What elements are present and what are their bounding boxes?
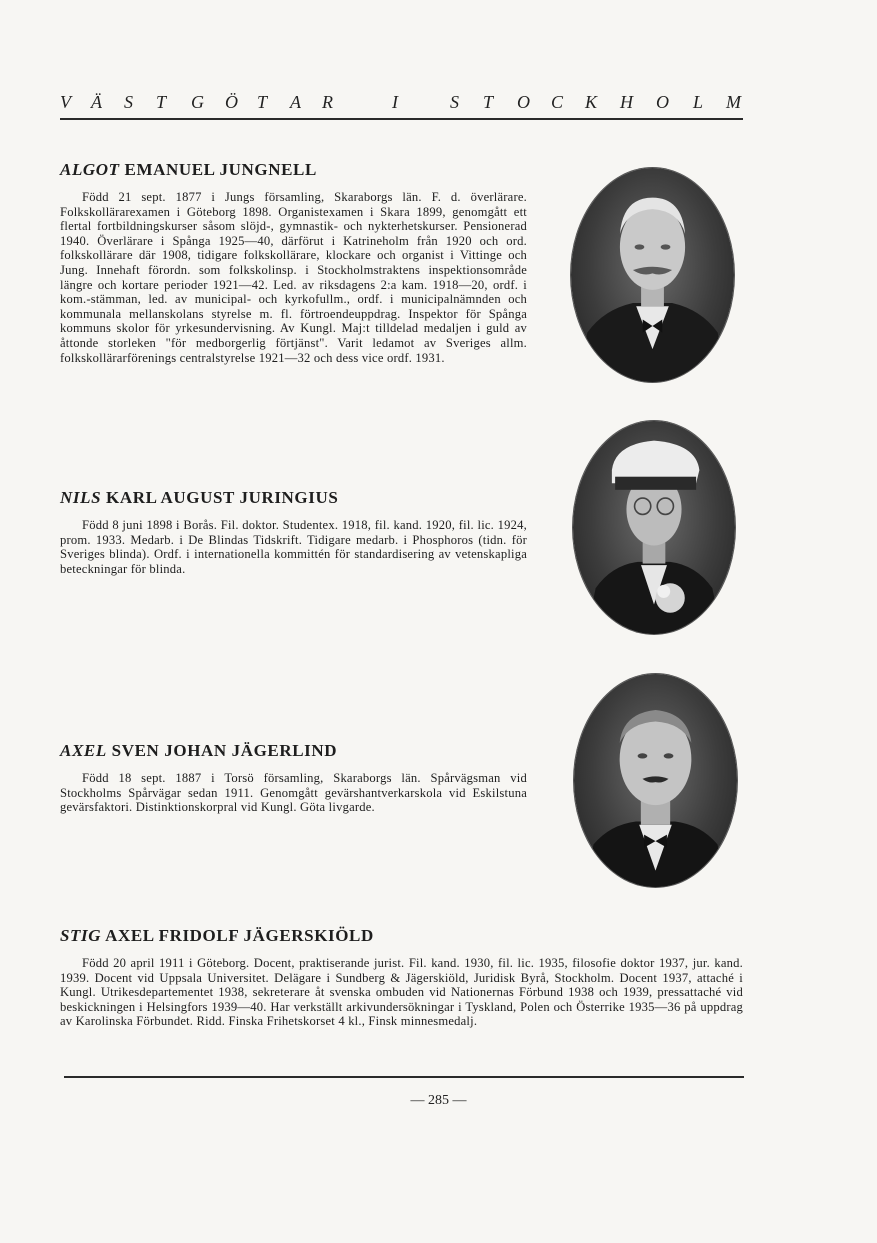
running-head-letter: A	[290, 92, 301, 112]
running-head-word: I	[392, 92, 398, 112]
surname: EMANUEL JUNGNELL	[124, 160, 317, 179]
surname: SVEN JOHAN JÄGERLIND	[111, 741, 338, 760]
biography-entry-jagerskiold	[60, 926, 743, 1029]
given-name: ALGOT	[60, 160, 120, 179]
running-head-letter: T	[156, 92, 167, 112]
biography-entry-juringius	[60, 488, 527, 576]
entry-text: Född 20 april 1911 i Göteborg. Docent, praktiserande jurist. Fil. kand. 1930, fil. lic. 1935, filosofie doktor 1937, jur. kand. 1939. Docent vid Uppsala Universitet. Delägare i Sundberg & Jägerskiöld, Juridisk Byrå, Stockholm. Docent 1937, attaché i Kungl. Utrikesdepartementet 1938, sekreterare åt svenska ombuden vid Nationernas Förbund 1938 och 1939, pressattaché vid beskickningen i Helsingfors 1939—40. Har verkställt arkivundersökningar i Tyskland, Polen och Österrike 1935—36 på uppdrag av Karolinska Förbundet. Ridd. Finska Frihetskorset 4 kl., Finsk minnesmedalj.	[60, 956, 743, 1029]
surname: AXEL FRIDOLF JÄGERSKIÖLD	[105, 926, 374, 945]
running-head-letter: O	[517, 92, 530, 112]
portrait-photo-jagerlind	[574, 674, 737, 887]
surname: KARL AUGUST JURINGIUS	[106, 488, 339, 507]
given-name: AXEL	[60, 741, 107, 760]
biography-entry-jagerlind	[60, 741, 527, 815]
entry-text: Född 8 juni 1898 i Borås. Fil. doktor. Studentex. 1918, fil. kand. 1920, fil. lic. 1924, prom. 1933. Medarb. i De Blindas Tidskrift. Tidigare medarb. i Phosphoros (tidn. för Sveriges blinda). Ordf. i internationella kommittén för standardisering av vetenskapliga beteckningar för blinda.	[60, 518, 527, 576]
running-head-letter: O	[656, 92, 669, 112]
entry-title	[60, 926, 743, 946]
running-head-letter: M	[726, 92, 741, 112]
running-head-letter: R	[322, 92, 333, 112]
running-head-letter: C	[551, 92, 564, 112]
entry-title	[60, 160, 527, 180]
running-head-letter: T	[483, 92, 494, 112]
bottom-rule	[64, 1076, 744, 1078]
running-head-letter: Ä	[91, 92, 102, 112]
running-head-letter: G	[191, 92, 204, 112]
given-name: STIG	[60, 926, 102, 945]
portrait-photo-juringius	[573, 421, 735, 634]
entry-title	[60, 741, 527, 761]
running-head-letter: H	[620, 92, 633, 112]
running-head	[60, 88, 743, 120]
entry-text: Född 18 sept. 1887 i Torsö församling, Skaraborgs län. Spårvägsman vid Stockholms Spårvägar sedan 1911. Genomgått gevärshantverkarskola vid Eskilstuna gevärsfaktori. Distinktionskorpral vid Kungl. Göta livgarde.	[60, 771, 527, 815]
running-head-letter: Ö	[225, 92, 238, 112]
running-head-letter: S	[124, 92, 133, 112]
biography-entry-jungnell	[60, 160, 527, 365]
running-head-letter: L	[693, 92, 704, 112]
running-head-letter: V	[60, 92, 71, 112]
entry-text: Född 21 sept. 1877 i Jungs församling, Skaraborgs län. F. d. överlärare. Folkskollärarexamen i Göteborg 1898. Organistexamen i Skara 1899, genomgått ett flertal fortbildningskurser såsom slöjd-, gymnastik- och nykterhetskurser. Pensionerad 1940. Överlärare i Spånga 1925—40, därförut i Katrineholm från 1920 och ord. folkskollärare där 1908, tidigare folkskollärare, klockare och organist i Vittinge och Jung. Innehaft förordn. som folkskolinsp. i Stockholmstraktens inspektionsområde längre och kortare perioder 1921—42. Led. av riksdagens 2:a kam. 1918—20, ordf. i kom.-stämman, led. av municipal- och kyrkofullm., ordf. i municipalnämnden och kommunala mellanskolans styrelse m. fl. förtroendeuppdrag. Inspektor för Spånga kommuns skolor för yrkesundervisning. Av Kungl. Maj:t tilldelad medaljen i guld av åttonde storleken "för medborgerlig förtjänst". Varit ledamot av Sveriges allm. folkskollärarförenings centralstyrelse 1921—32 och dess vice ordf. 1931.	[60, 190, 527, 365]
page-number: — 285 —	[410, 1093, 467, 1108]
given-name: NILS	[60, 488, 102, 507]
running-head-letter: S	[450, 92, 459, 112]
portrait-photo-jungnell	[571, 168, 734, 382]
running-head-letter: T	[257, 92, 268, 112]
entry-title	[60, 488, 527, 508]
running-head-letter: K	[585, 92, 598, 112]
